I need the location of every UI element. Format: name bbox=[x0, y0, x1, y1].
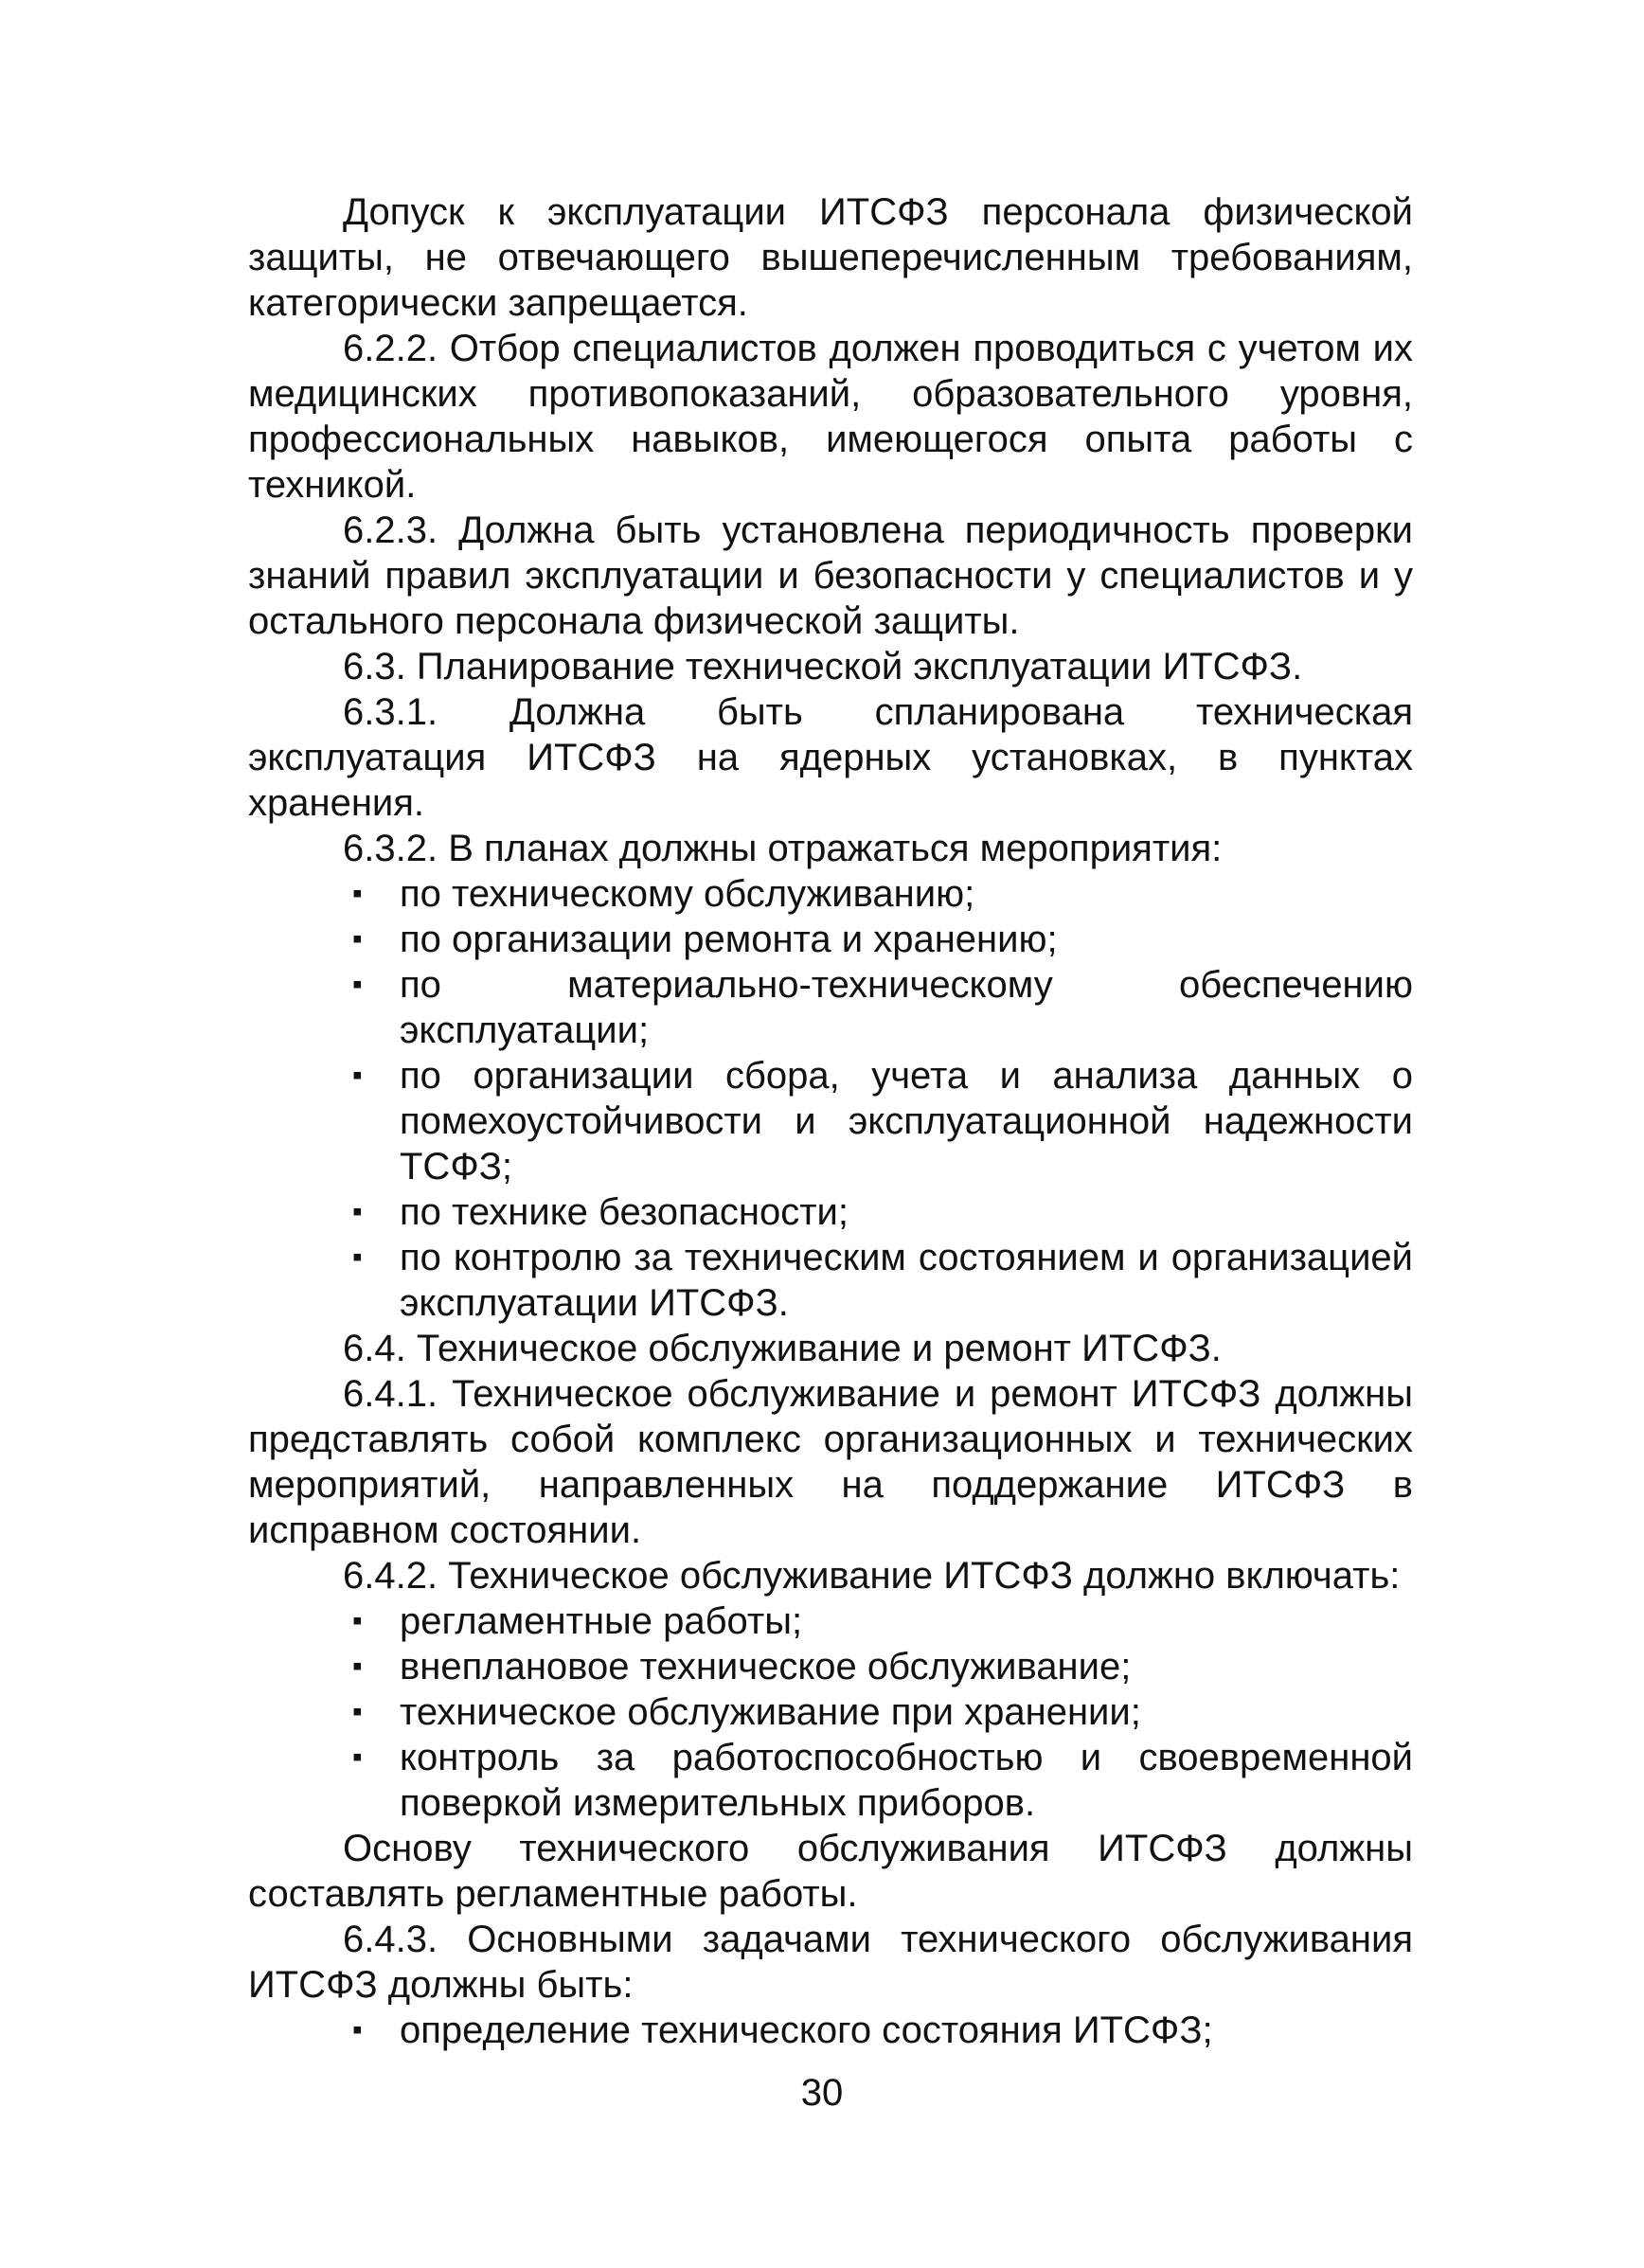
bullet-icon: ▪ bbox=[352, 1060, 363, 1091]
bullet-icon: ▪ bbox=[352, 1605, 363, 1636]
list-item-text: по контролю за техническим состоянием и организацией эксплуатации ИТСФЗ. bbox=[400, 1237, 1413, 1324]
list-item-text: внеплановое техническое обслуживание; bbox=[400, 1646, 1132, 1688]
bullet-icon: ▪ bbox=[352, 878, 363, 909]
list-item-text: техническое обслуживание при хранении; bbox=[400, 1691, 1141, 1733]
planning-measures-list bbox=[248, 871, 1413, 1326]
bullet-icon: ▪ bbox=[352, 1241, 363, 1273]
list-item-text: по организации сбора, учета и анализа данных о помехоустойчивости и эксплуатационной надежности ТСФЗ; bbox=[400, 1055, 1413, 1188]
paragraph-admission-ban: Допуск к эксплуатации ИТСФЗ персонала физической защиты, не отвечающего вышеперечисленным требованиям, категорически запрещается. bbox=[248, 191, 1413, 324]
bullet-icon: ▪ bbox=[352, 2014, 363, 2045]
list-item bbox=[352, 1644, 1413, 1689]
paragraph-maintenance-basis: Основу технического обслуживания ИТСФЗ должны составлять регламентные работы. bbox=[248, 1828, 1413, 1915]
list-item-text: по материально-техническому обеспечению эксплуатации; bbox=[400, 964, 1413, 1051]
heading-6-3: 6.3. Планирование технической эксплуатации ИТСФЗ. bbox=[343, 646, 1303, 688]
heading-6-4: 6.4. Техническое обслуживание и ремонт ИТСФЗ. bbox=[343, 1328, 1222, 1369]
paragraph-6-3-2: 6.3.2. В планах должны отражаться мероприятия: bbox=[343, 828, 1223, 869]
bullet-icon: ▪ bbox=[352, 1196, 363, 1227]
paragraph-6-2-2: 6.2.2. Отбор специалистов должен проводиться с учетом их медицинских противопоказаний, образовательного уровня, профессиональных навыков, имеющегося опыта работы с техникой. bbox=[248, 328, 1413, 506]
list-item bbox=[352, 1189, 1413, 1235]
list-item bbox=[352, 1735, 1413, 1826]
list-item-text: регламентные работы; bbox=[400, 1600, 803, 1642]
paragraph-6-4-3: 6.4.3. Основными задачами технического обслуживания ИТСФЗ должны быть: bbox=[248, 1919, 1413, 2006]
bullet-icon: ▪ bbox=[352, 923, 363, 955]
list-item bbox=[352, 962, 1413, 1053]
list-item bbox=[352, 871, 1413, 917]
document-page bbox=[248, 189, 1413, 2053]
list-item-text: по техническому обслуживанию; bbox=[400, 873, 975, 915]
list-item bbox=[352, 1053, 1413, 1189]
list-item bbox=[352, 1689, 1413, 1735]
list-item bbox=[352, 917, 1413, 962]
bullet-icon: ▪ bbox=[352, 1651, 363, 1682]
paragraph-6-2-3: 6.2.3. Должна быть установлена периодичность проверки знаний правил эксплуатации и безопасности у специалистов и у остального персонала физической защиты. bbox=[248, 509, 1413, 642]
list-item-text: по технике безопасности; bbox=[400, 1191, 849, 1233]
maintenance-scope-list bbox=[248, 1598, 1413, 1826]
paragraph-6-3-1: 6.3.1. Должна быть спланирована техническая эксплуатация ИТСФЗ на ядерных установках, в пунктах хранения. bbox=[248, 691, 1413, 824]
maintenance-tasks-list bbox=[248, 2008, 1413, 2053]
list-item-text: контроль за работоспособностью и своевременной поверкой измерительных приборов. bbox=[400, 1737, 1413, 1824]
list-item-text: по организации ремонта и хранению; bbox=[400, 919, 1058, 960]
list-item bbox=[352, 1598, 1413, 1644]
paragraph-6-4-1: 6.4.1. Техническое обслуживание и ремонт ИТСФЗ должны представлять собой комплекс организационных и технических мероприятий, направленных на поддержание ИТСФЗ в исправном состоянии. bbox=[248, 1373, 1413, 1551]
bullet-icon: ▪ bbox=[352, 1741, 363, 1773]
list-item bbox=[352, 2008, 1413, 2053]
list-item bbox=[352, 1235, 1413, 1326]
bullet-icon: ▪ bbox=[352, 1696, 363, 1727]
paragraph-6-4-2: 6.4.2. Техническое обслуживание ИТСФЗ должно включать: bbox=[343, 1555, 1401, 1597]
list-item-text: определение технического состояния ИТСФЗ; bbox=[400, 2009, 1213, 2051]
bullet-icon: ▪ bbox=[352, 969, 363, 1000]
page-number: 30 bbox=[800, 2072, 844, 2114]
